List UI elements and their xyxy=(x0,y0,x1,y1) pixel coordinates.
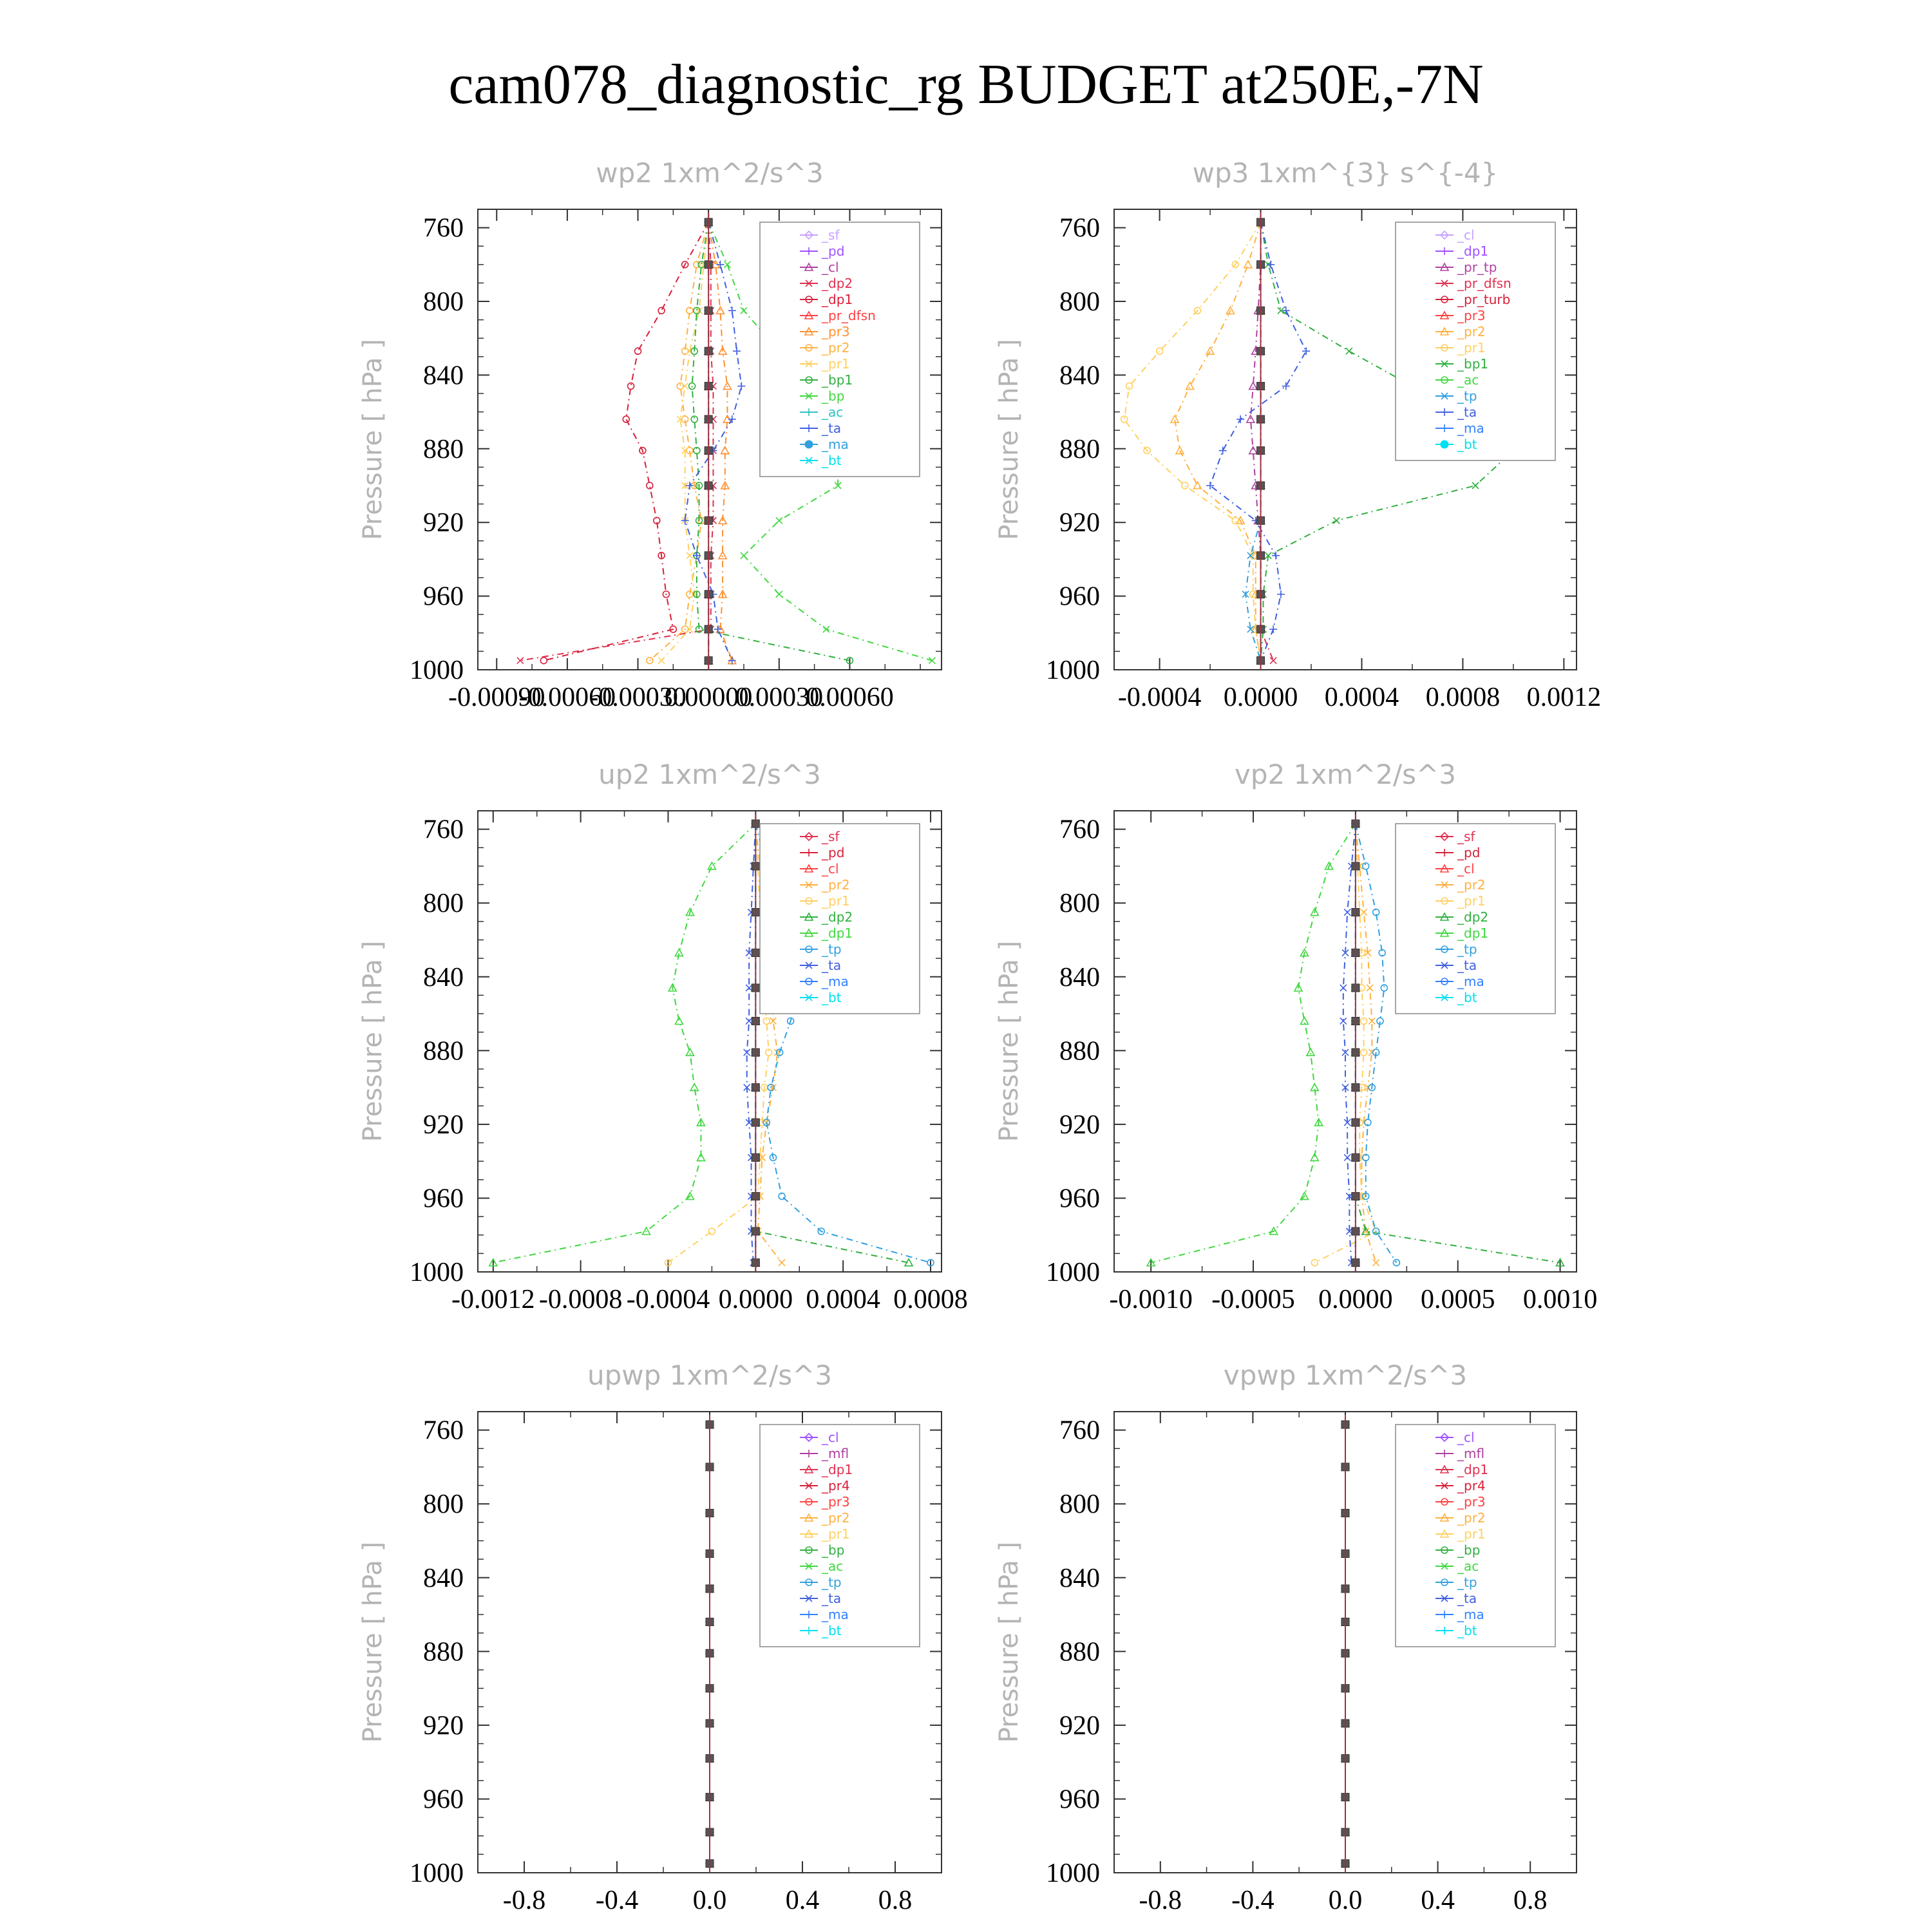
y-tick-label: 960 xyxy=(1059,582,1100,612)
chart-panel-wp2 xyxy=(358,157,942,712)
legend-label: _dp1 xyxy=(822,925,853,941)
legend-label: _dp1 xyxy=(1457,1462,1489,1477)
data-point xyxy=(682,383,688,390)
data-point xyxy=(1307,1048,1314,1056)
legend-label: _dp1 xyxy=(1457,243,1489,259)
legend-label: _pr1 xyxy=(1457,893,1486,909)
data-point xyxy=(693,552,701,560)
zero-profile xyxy=(752,814,759,1272)
legend xyxy=(1396,1425,1555,1647)
legend-label: _bt xyxy=(1457,437,1477,452)
data-point xyxy=(719,552,726,559)
legend-label: _pr3 xyxy=(1457,308,1486,323)
legend-label: _ma xyxy=(822,1607,849,1622)
x-tick-label: 0.0004 xyxy=(1324,683,1399,712)
x-tick-label: -0.0012 xyxy=(451,1285,535,1314)
data-point xyxy=(776,591,782,598)
data-point xyxy=(1193,482,1201,489)
data-point xyxy=(741,553,747,559)
x-tick-label: 0.0004 xyxy=(806,1285,880,1314)
y-tick-label: 840 xyxy=(423,962,464,992)
y-axis-label: Pressure [ hPa ] xyxy=(358,1541,388,1743)
y-tick-label: 960 xyxy=(423,582,464,612)
data-point xyxy=(1236,415,1244,423)
y-tick-label: 920 xyxy=(423,1110,464,1140)
legend-label: _ac xyxy=(822,1558,844,1574)
data-point xyxy=(658,307,665,314)
y-tick-label: 840 xyxy=(1059,361,1100,391)
series-line xyxy=(1124,222,1261,661)
panel-title: wp2 1xm^2/s^3 xyxy=(596,157,824,189)
legend-label: _ma xyxy=(822,437,849,452)
chart-panel-vpwp xyxy=(994,1359,1577,1915)
x-tick-label: 0.4 xyxy=(1421,1886,1455,1915)
x-tick-label: 0.00000 xyxy=(664,683,753,712)
legend-label: _pr3 xyxy=(822,1494,850,1510)
series-dp1 xyxy=(489,820,760,1266)
y-tick-label: 760 xyxy=(1059,815,1100,845)
data-point xyxy=(1472,482,1479,489)
x-tick-label: 0.0000 xyxy=(1223,683,1298,712)
data-point xyxy=(1344,1154,1350,1160)
chart-panel-up2 xyxy=(358,759,968,1314)
legend-label: _dp1 xyxy=(822,292,853,307)
y-axis-label: Pressure [ hPa ] xyxy=(994,940,1024,1142)
legend-label: _tp xyxy=(822,1575,842,1590)
data-point xyxy=(1346,348,1352,354)
legend-label: _pd xyxy=(822,243,845,259)
legend-label: _ma xyxy=(822,974,849,989)
data-point xyxy=(1121,416,1128,422)
legend-label: _bt xyxy=(1457,990,1477,1005)
legend-label: _pr2 xyxy=(822,340,850,355)
legend-label: _bp1 xyxy=(822,372,853,388)
data-point xyxy=(776,517,782,524)
x-tick-label: 0.4 xyxy=(785,1886,820,1915)
panel-title: upwp 1xm^2/s^3 xyxy=(587,1359,832,1391)
y-tick-label: 920 xyxy=(1059,1110,1100,1140)
y-tick-label: 1000 xyxy=(410,1859,464,1888)
data-point xyxy=(540,658,547,664)
data-point xyxy=(1340,1018,1347,1024)
x-tick-label: -0.8 xyxy=(1139,1886,1182,1915)
legend xyxy=(760,1425,920,1647)
x-tick-label: -0.4 xyxy=(595,1886,639,1915)
chart-panel-wp3 xyxy=(994,157,1601,712)
y-tick-label: 760 xyxy=(1059,1416,1100,1446)
data-point xyxy=(1182,482,1188,489)
panel-title: up2 1xm^2/s^3 xyxy=(598,759,821,790)
x-tick-label: 0.8 xyxy=(878,1886,913,1915)
data-point xyxy=(716,307,724,314)
legend-label: _bt xyxy=(822,1623,842,1638)
data-point xyxy=(623,416,629,422)
series-dp2 xyxy=(517,219,717,664)
x-tick-label: 0.0000 xyxy=(718,1285,793,1314)
y-tick-label: 760 xyxy=(423,213,464,243)
y-tick-label: 920 xyxy=(1059,508,1100,538)
legend-swatch-marker xyxy=(1441,440,1448,448)
y-tick-label: 880 xyxy=(1059,434,1100,464)
x-tick-label: 0.0 xyxy=(692,1886,727,1915)
legend-label: _ta xyxy=(1457,404,1477,420)
data-point xyxy=(1267,261,1274,269)
data-point xyxy=(779,1260,785,1266)
y-axis-label: Pressure [ hPa ] xyxy=(994,1541,1024,1743)
data-point xyxy=(1381,985,1387,991)
legend-label: _sf xyxy=(822,829,840,844)
data-point xyxy=(1186,383,1194,390)
data-point xyxy=(1373,1260,1379,1266)
data-point xyxy=(697,1153,705,1160)
data-point xyxy=(723,383,731,390)
y-tick-label: 880 xyxy=(423,1036,464,1066)
zero-profile xyxy=(706,1415,714,1873)
legend xyxy=(760,824,920,1014)
x-tick-label: 0.0 xyxy=(1328,1886,1363,1915)
y-tick-label: 960 xyxy=(423,1785,464,1815)
y-tick-label: 960 xyxy=(423,1184,464,1214)
legend-label: _sf xyxy=(1457,829,1475,844)
data-point xyxy=(1311,1153,1318,1160)
data-point xyxy=(1367,985,1373,991)
x-tick-label: -0.4 xyxy=(1231,1886,1274,1915)
legend-label: _ma xyxy=(1457,421,1484,436)
data-point xyxy=(1270,658,1276,664)
y-tick-label: 920 xyxy=(1059,1710,1100,1741)
legend-label: _pr2 xyxy=(822,1510,850,1526)
data-point xyxy=(1340,985,1347,991)
legend-label: _cl xyxy=(1457,861,1475,876)
chart-panel-vp2 xyxy=(994,759,1597,1314)
legend-label: _pr2 xyxy=(822,877,850,893)
zero-profile xyxy=(1341,1415,1349,1873)
data-point xyxy=(1333,517,1340,524)
legend-label: _bt xyxy=(1457,1623,1477,1638)
y-tick-label: 880 xyxy=(423,1637,464,1667)
x-tick-label: -0.0004 xyxy=(626,1285,710,1314)
data-point xyxy=(1249,447,1257,454)
x-tick-label: 0.0010 xyxy=(1522,1285,1598,1314)
legend-label: _pr2 xyxy=(1457,324,1486,339)
legend-label: _ma xyxy=(1457,974,1484,989)
y-tick-label: 1000 xyxy=(1046,1258,1100,1287)
series-line xyxy=(1175,222,1260,661)
y-axis-label: Pressure [ hPa ] xyxy=(994,339,1024,540)
legend-label: _pr3 xyxy=(822,324,850,339)
legend-label: _tp xyxy=(1457,1575,1477,1590)
panel-title: vp2 1xm^2/s^3 xyxy=(1235,759,1456,790)
data-point xyxy=(1244,261,1252,268)
x-tick-label: 0.0012 xyxy=(1526,683,1602,712)
y-tick-label: 800 xyxy=(1059,1490,1100,1520)
legend-label: _cl xyxy=(822,260,839,275)
data-point xyxy=(1249,383,1257,390)
legend-label: _ac xyxy=(1457,372,1479,388)
y-tick-label: 880 xyxy=(1059,1036,1100,1066)
legend-label: _pr1 xyxy=(822,893,850,909)
x-tick-label: -0.8 xyxy=(502,1886,546,1915)
legend-label: _bt xyxy=(822,990,842,1005)
x-tick-label: 0.00030 xyxy=(735,683,824,712)
y-tick-label: 880 xyxy=(423,434,464,464)
data-point xyxy=(733,347,741,355)
panel-title: wp3 1xm^{3} s^{-4} xyxy=(1192,157,1499,189)
legend-label: _ta xyxy=(1457,958,1477,973)
legend-label: _bp xyxy=(822,1542,845,1558)
data-point xyxy=(1126,383,1133,390)
x-tick-label: 0.00060 xyxy=(806,683,894,712)
legend-label: _pr_dfsn xyxy=(822,308,876,323)
data-point xyxy=(1361,1018,1367,1024)
legend-label: _dp1 xyxy=(822,1462,853,1477)
data-point xyxy=(741,307,747,314)
data-point xyxy=(658,658,665,664)
legend-label: _cl xyxy=(822,861,839,876)
legend-label: _bt xyxy=(822,453,842,468)
y-tick-label: 840 xyxy=(1059,1563,1100,1593)
x-tick-label: -0.00060 xyxy=(518,683,616,712)
figure-title: cam078_diagnostic_rg BUDGET at250E,-7N xyxy=(448,53,1484,116)
x-tick-label: -0.00030 xyxy=(589,683,687,712)
zero-profile xyxy=(705,213,712,670)
panel-title: vpwp 1xm^2/s^3 xyxy=(1223,1359,1468,1391)
data-point xyxy=(1206,347,1214,354)
series-dp1 xyxy=(1147,820,1359,1266)
series-dp1 xyxy=(540,219,712,664)
legend-label: _tp xyxy=(1457,388,1477,404)
y-tick-label: 800 xyxy=(1059,287,1100,317)
legend-label: _cl xyxy=(1457,227,1475,243)
y-tick-label: 800 xyxy=(423,1490,464,1520)
legend-label: _dp1 xyxy=(1457,925,1489,941)
y-tick-label: 840 xyxy=(423,1563,464,1593)
legend-label: _pr_dfsn xyxy=(1457,276,1511,291)
legend-label: _pd xyxy=(1457,845,1481,860)
y-tick-label: 800 xyxy=(1059,889,1100,919)
legend-label: _bp xyxy=(1457,1542,1481,1558)
data-point xyxy=(1232,517,1238,524)
legend-label: _ta xyxy=(822,421,842,436)
y-tick-label: 1000 xyxy=(410,1258,464,1287)
y-tick-label: 840 xyxy=(1059,962,1100,992)
data-point xyxy=(1277,591,1285,598)
data-point xyxy=(708,1228,715,1235)
y-tick-label: 800 xyxy=(423,287,464,317)
data-point xyxy=(724,261,730,268)
legend-label: _dp2 xyxy=(1457,909,1489,925)
x-tick-label: -0.0005 xyxy=(1211,1285,1295,1314)
data-point xyxy=(1269,625,1277,633)
legend-label: _pr4 xyxy=(822,1478,850,1493)
legend-label: _pr1 xyxy=(822,1526,850,1542)
x-tick-label: -0.0010 xyxy=(1109,1285,1193,1314)
y-tick-label: 960 xyxy=(1059,1785,1100,1815)
legend-label: _mfl xyxy=(1457,1446,1485,1461)
data-point xyxy=(737,383,745,390)
x-tick-label: -0.0004 xyxy=(1117,683,1202,712)
legend-label: _ma xyxy=(1457,1607,1484,1622)
data-point xyxy=(1361,1049,1367,1056)
y-tick-label: 1000 xyxy=(1046,656,1100,685)
y-tick-label: 840 xyxy=(423,361,464,391)
series-line xyxy=(661,222,708,661)
data-point xyxy=(1344,909,1350,916)
legend-label: _dp2 xyxy=(822,909,853,925)
data-point xyxy=(763,1018,770,1024)
legend-label: _ta xyxy=(822,1591,842,1606)
legend-label: _mfl xyxy=(822,1446,849,1461)
series-line xyxy=(1151,824,1356,1263)
zero-profile xyxy=(1352,814,1359,1272)
legend-label: _ta xyxy=(1457,1591,1477,1606)
y-axis-label: Pressure [ hPa ] xyxy=(358,940,388,1142)
y-tick-label: 880 xyxy=(1059,1637,1100,1667)
data-point xyxy=(687,626,693,632)
x-tick-label: 0.0000 xyxy=(1318,1285,1393,1314)
x-tick-label: -0.00090 xyxy=(448,683,545,712)
x-tick-label: 0.0008 xyxy=(1425,683,1501,712)
legend-label: _bp xyxy=(822,388,845,404)
y-tick-label: 760 xyxy=(423,1416,464,1446)
legend-swatch-marker xyxy=(805,440,813,448)
legend-label: _pr2 xyxy=(1457,877,1486,893)
series-line xyxy=(520,222,714,661)
legend-label: _pr4 xyxy=(1457,1478,1486,1493)
legend-label: _pr2 xyxy=(1457,1510,1486,1526)
legend-label: _dp2 xyxy=(822,276,853,291)
series-line xyxy=(493,824,756,1263)
data-point xyxy=(1302,347,1310,355)
y-tick-label: 800 xyxy=(423,889,464,919)
x-tick-label: 0.0008 xyxy=(893,1285,968,1314)
legend-label: _pr1 xyxy=(1457,1526,1486,1542)
legend-label: _bp1 xyxy=(1457,356,1489,372)
x-tick-label: 0.8 xyxy=(1513,1886,1548,1915)
legend-label: _ta xyxy=(822,958,842,973)
legend-label: _pr3 xyxy=(1457,1494,1486,1510)
legend-label: _pr1 xyxy=(1457,340,1486,355)
y-axis-label: Pressure [ hPa ] xyxy=(358,339,388,540)
x-tick-label: 0.0005 xyxy=(1420,1285,1495,1314)
legend-label: _tp xyxy=(1457,942,1477,957)
legend-label: _sf xyxy=(822,227,840,243)
data-point xyxy=(687,553,693,559)
legend-label: _ac xyxy=(1457,1558,1479,1574)
legend-label: _tp xyxy=(822,942,842,957)
legend-label: _pd xyxy=(822,845,845,860)
y-tick-label: 960 xyxy=(1059,1184,1100,1214)
legend-label: _cl xyxy=(822,1430,839,1445)
legend xyxy=(1396,222,1555,460)
legend-label: _pr_turb xyxy=(1457,292,1511,307)
legend xyxy=(1396,824,1555,1014)
chart-panel-upwp xyxy=(358,1359,942,1915)
data-point xyxy=(635,348,641,354)
y-tick-label: 1000 xyxy=(1046,1859,1100,1888)
y-tick-label: 760 xyxy=(1059,213,1100,243)
data-point xyxy=(1176,447,1184,454)
data-point xyxy=(1247,415,1255,422)
y-tick-label: 760 xyxy=(423,815,464,845)
y-tick-label: 920 xyxy=(423,508,464,538)
legend xyxy=(760,222,920,477)
legend-label: _ac xyxy=(822,404,844,420)
legend-label: _pr1 xyxy=(822,356,850,372)
y-tick-label: 920 xyxy=(423,1710,464,1741)
data-point xyxy=(675,1017,683,1024)
data-point xyxy=(1157,348,1163,354)
x-tick-label: -0.0008 xyxy=(538,1285,623,1314)
legend-label: _pr_tp xyxy=(1457,260,1497,275)
data-point xyxy=(647,658,653,664)
data-point xyxy=(728,307,736,314)
series-pr2 xyxy=(1171,218,1264,664)
y-tick-label: 1000 xyxy=(410,656,464,685)
data-point xyxy=(1219,447,1227,455)
legend-label: _cl xyxy=(1457,1430,1475,1445)
